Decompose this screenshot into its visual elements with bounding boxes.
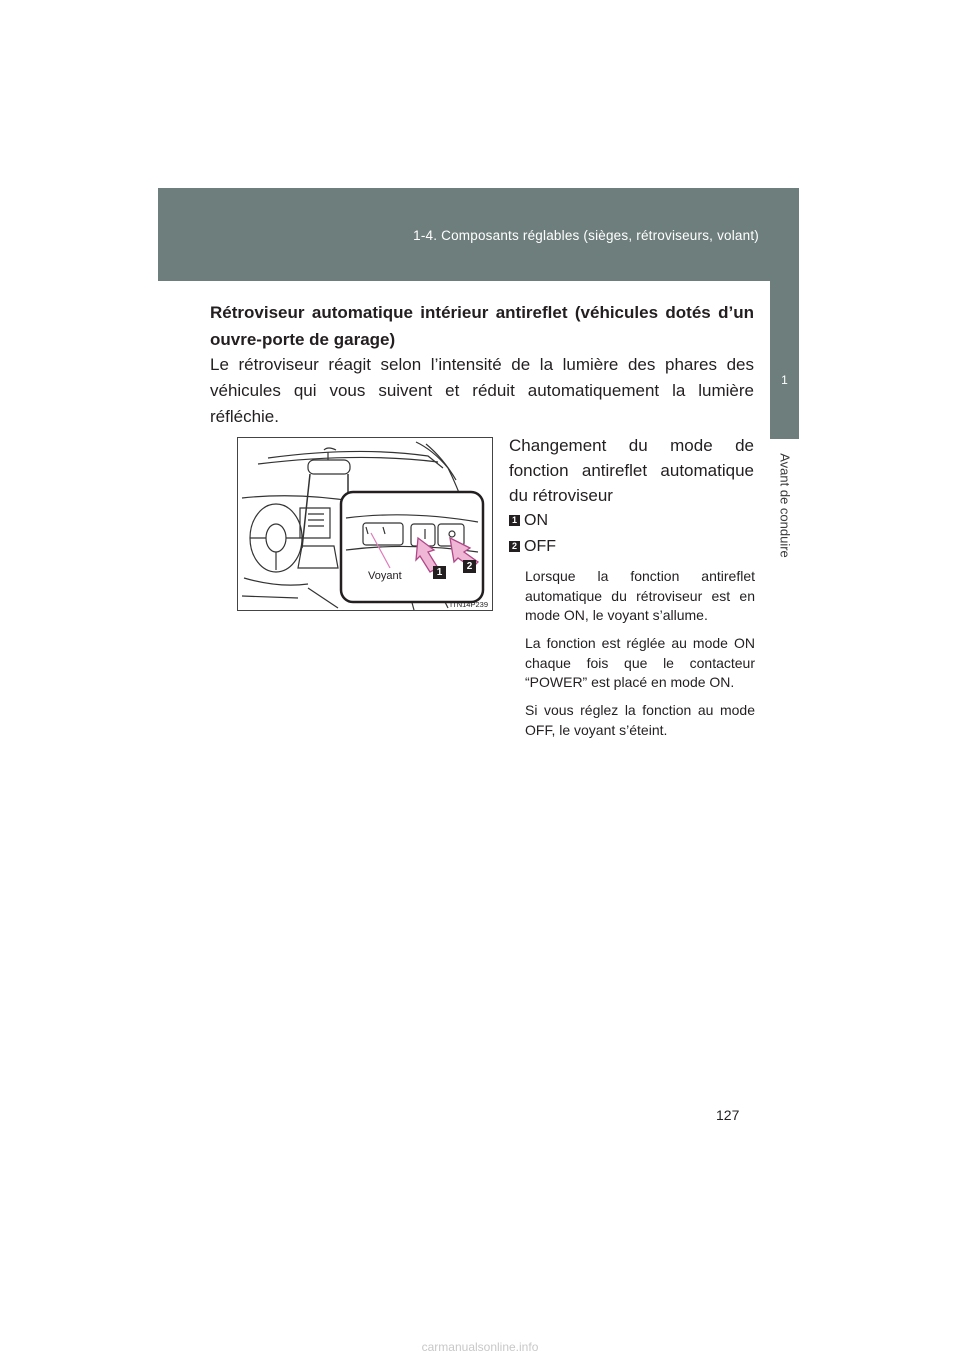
section-header-bar xyxy=(158,188,799,281)
figure-badge-2: 2 xyxy=(463,560,476,573)
subsection-heading: Rétroviseur automatique intérieur antireflet (véhicules dotés d’un ouvre-porte de garage) xyxy=(210,303,754,349)
page-number: 127 xyxy=(716,1107,740,1123)
item-on xyxy=(509,512,548,530)
item-off xyxy=(509,538,556,556)
note-indicator-on: Lorsque la fonction antireflet automatique du rétroviseur est en mode ON, le voyant s’allume. xyxy=(525,568,755,623)
dashboard-mirror-drawing xyxy=(238,438,493,611)
indicator-callout-label: Voyant xyxy=(368,570,402,582)
chapter-label: Avant de conduire xyxy=(777,453,793,558)
mirror-illustration xyxy=(237,437,493,611)
function-change-title: Changement du mode de fonction antireflet automatique du rétroviseur xyxy=(509,436,754,505)
chapter-label-container xyxy=(772,446,796,576)
figure-badge-1: 1 xyxy=(433,566,446,579)
watermark: carmanualsonline.info xyxy=(421,1340,539,1354)
item-off-badge: 2 xyxy=(509,541,520,552)
item-on-badge: 1 xyxy=(509,515,520,526)
intro-paragraph: Le rétroviseur réagit selon l’intensité de la lumière des phares des véhicules qui vous suivent et réduit automatiquement la lumière réfléchie. xyxy=(210,355,754,426)
chapter-tab xyxy=(770,281,799,439)
chapter-number: 1 xyxy=(781,373,788,387)
section-title: 1-4. Composants réglables (sièges, rétroviseurs, volant) xyxy=(413,228,759,243)
item-on-label: ON xyxy=(524,512,548,529)
note-power-on: La fonction est réglée au mode ON chaque fois que le contacteur “POWER” est placé en mode ON. xyxy=(525,635,755,690)
item-off-label: OFF xyxy=(524,538,556,555)
note-indicator-off: Si vous réglez la fonction au mode OFF, le voyant s’éteint. xyxy=(525,702,755,738)
figure-code: ITN14P239 xyxy=(450,600,488,609)
